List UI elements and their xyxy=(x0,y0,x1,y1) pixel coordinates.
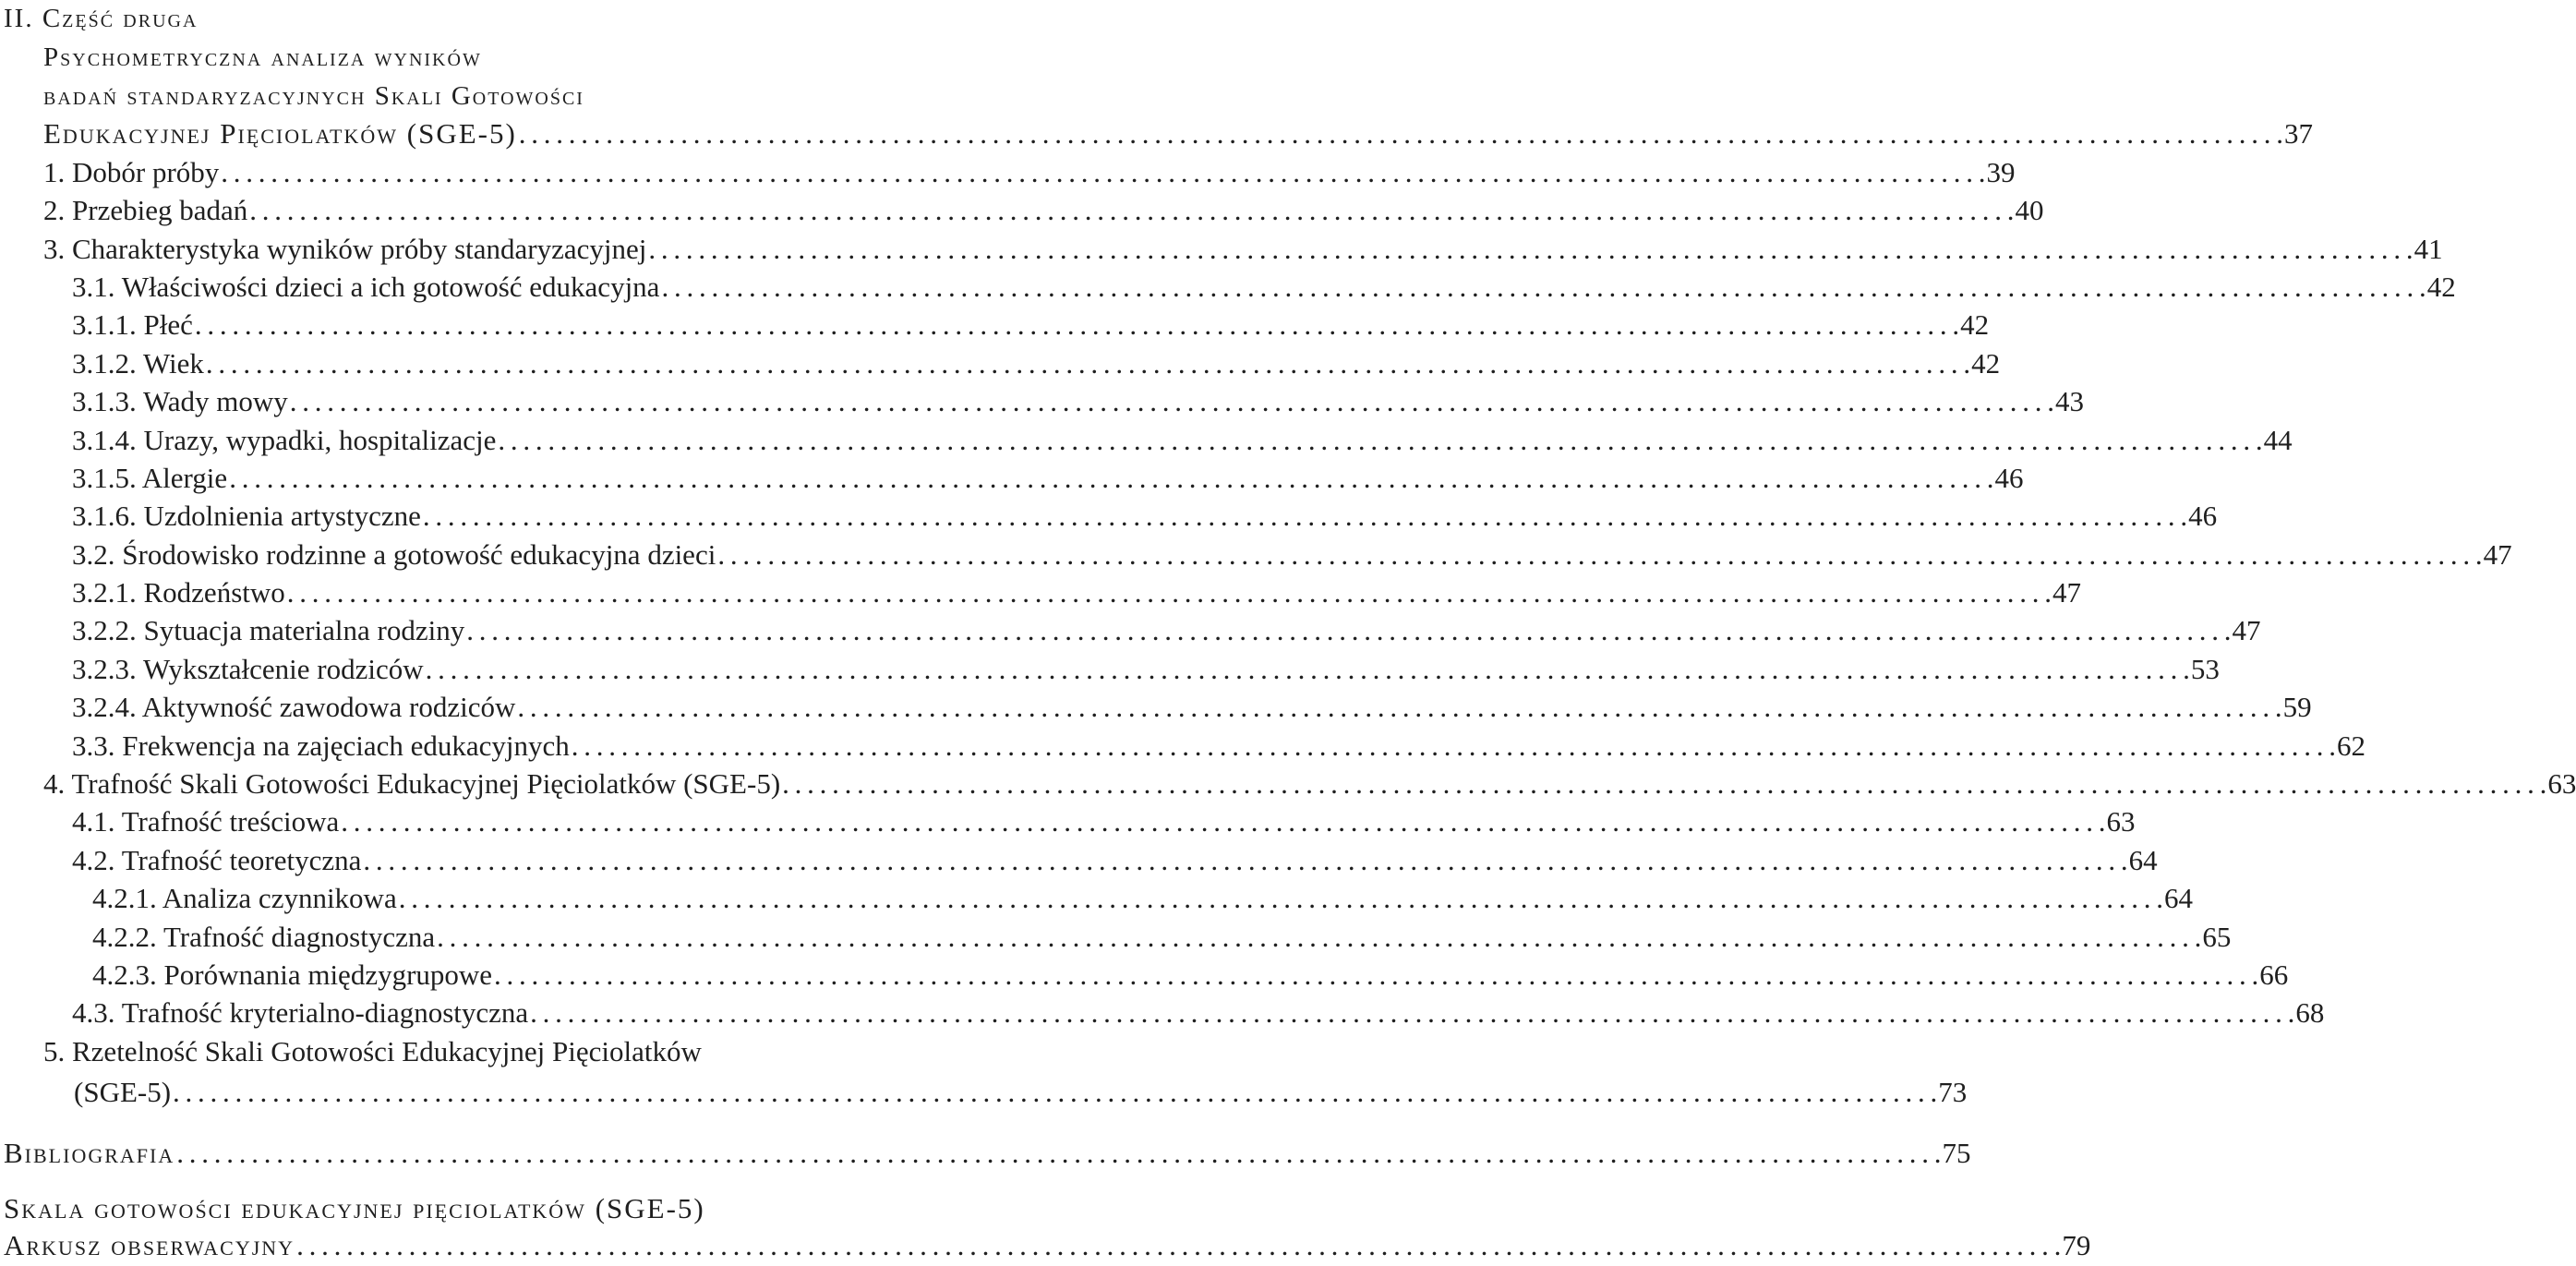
toc-leader xyxy=(173,1073,1936,1111)
toc-entry[interactable] xyxy=(0,956,2289,994)
toc-entry[interactable] xyxy=(0,536,2512,573)
toc-entry[interactable] xyxy=(0,268,2456,306)
toc-entry[interactable] xyxy=(0,688,2312,726)
toc-entry-title: 5. Rzetelność Skali Gotowości Edukacyjnej Pięciolatków xyxy=(43,1035,702,1067)
toc-entry-title: 2. Przebieg badań xyxy=(43,194,248,226)
toc-leader xyxy=(498,421,2261,459)
toc-entry-title: 3.3. Frekwencja na zajęciach edukacyjnych xyxy=(72,729,570,762)
toc-leader xyxy=(661,268,2425,306)
toc-entry-title: 4. Trafność Skali Gotowości Edukacyjnej Pięciolatków (SGE-5) xyxy=(43,767,781,800)
toc-entry[interactable] xyxy=(0,382,2084,420)
toc-entry[interactable] xyxy=(0,994,2325,1031)
toc-page-number: 53 xyxy=(2190,653,2220,685)
toc-entry[interactable] xyxy=(0,841,2158,879)
toc-page-number: 65 xyxy=(2202,921,2232,953)
toc-entry-title: 3.1.4. Urazy, wypadki, hospitalizacje xyxy=(72,424,497,456)
toc-page-number: 47 xyxy=(2052,576,2082,609)
toc-entry[interactable] xyxy=(0,727,2366,765)
toc-leader xyxy=(341,802,2104,840)
part-title-line2: badań standaryzacyjnych Skali Gotowości xyxy=(43,81,584,111)
toc-leader xyxy=(206,344,1969,382)
toc-entry[interactable] xyxy=(0,1189,885,1227)
toc-entry[interactable] xyxy=(0,1134,1971,1172)
toc-leader xyxy=(296,1226,2060,1264)
toc-leader xyxy=(176,1134,1940,1172)
toc-page-number: 42 xyxy=(1960,308,1990,341)
toc-leader xyxy=(572,727,2335,765)
toc-page-number: 59 xyxy=(2282,691,2312,723)
toc-page-number: 44 xyxy=(2263,424,2293,456)
toc-leader xyxy=(717,536,2481,573)
toc-entry[interactable] xyxy=(0,1226,2091,1264)
toc-entry[interactable] xyxy=(0,765,2576,802)
toc-page-number: 75 xyxy=(1942,1137,1971,1169)
toc-entry-title: 3.1. Właściwości dzieci a ich gotowość edukacyjna xyxy=(72,271,660,303)
toc-leader xyxy=(229,459,1992,497)
toc-entry-title: 3.2.1. Rodzeństwo xyxy=(72,576,285,609)
toc-page-number: 66 xyxy=(2259,959,2289,991)
toc-leader xyxy=(530,994,2293,1031)
toc-leader xyxy=(195,306,1958,344)
toc-entry-title: Skala gotowości edukacyjnej pięciolatków (SGE-5) xyxy=(4,1192,705,1224)
toc-entry[interactable] xyxy=(0,191,2044,229)
toc-leader xyxy=(249,191,2013,229)
toc-leader xyxy=(423,497,2186,535)
toc-entry[interactable] xyxy=(0,230,2443,268)
toc-entry-title: 3.2.3. Wykształcenie rodziców xyxy=(72,653,424,685)
toc-leader xyxy=(519,115,2282,152)
toc-leader xyxy=(287,573,2051,611)
toc-page-number: 46 xyxy=(1994,462,2024,494)
toc-page-number: 63 xyxy=(2547,767,2576,800)
toc-leader xyxy=(221,153,1984,191)
toc-leader xyxy=(466,611,2230,649)
toc-entry-title: 3.1.6. Uzdolnienia artystyczne xyxy=(72,500,421,532)
part-title-line1: Psychometryczna analiza wyników xyxy=(43,42,482,72)
toc-page-number: 73 xyxy=(1938,1076,1968,1108)
toc-entry[interactable] xyxy=(0,344,2001,382)
toc-page-number: 39 xyxy=(1986,156,2016,188)
toc-entry[interactable] xyxy=(0,306,1990,344)
toc-entry-title: 4.2.2. Trafność diagnostyczna xyxy=(92,921,436,953)
toc-entry-title: 4.1. Trafność treściowa xyxy=(72,805,340,838)
toc-entry-title: 3.2.4. Aktywność zawodowa rodziców xyxy=(72,691,516,723)
toc-page-number: 79 xyxy=(2062,1229,2091,1261)
toc-page-number: 37 xyxy=(2284,117,2314,150)
toc-page-number: 63 xyxy=(2106,805,2136,838)
toc-page-number: 47 xyxy=(2483,538,2512,571)
toc-page-number: 68 xyxy=(2295,996,2325,1029)
toc-leader xyxy=(494,956,2257,994)
toc-entry[interactable] xyxy=(0,879,2193,917)
toc-leader xyxy=(290,382,2053,420)
toc-entry-title: Arkusz obserwacyjny xyxy=(4,1229,295,1261)
toc-page-number: 41 xyxy=(2413,233,2443,265)
toc-entry-title: Bibliografia xyxy=(4,1137,175,1169)
toc-entry[interactable] xyxy=(0,650,2220,688)
toc-entry[interactable] xyxy=(0,918,2232,956)
toc-entry[interactable] xyxy=(0,611,2261,649)
toc-page-number: 62 xyxy=(2337,729,2366,762)
toc-entry-title: 4.2.3. Porównania międzygrupowe xyxy=(92,959,493,991)
toc-leader xyxy=(648,230,2412,268)
toc-entry[interactable] xyxy=(0,1032,925,1070)
toc-leader xyxy=(363,841,2126,879)
toc-leader xyxy=(782,765,2546,802)
toc-entry[interactable] xyxy=(0,421,2293,459)
toc-entry-title: 3. Charakterystyka wyników próby standaryzacyjnej xyxy=(43,233,647,265)
toc-entry[interactable] xyxy=(0,459,2024,497)
toc-entry-title: 3.2.2. Sytuacja materialna rodziny xyxy=(72,614,465,646)
toc-page-number: 40 xyxy=(2015,194,2044,226)
toc-entry[interactable] xyxy=(0,115,2314,152)
toc-entry-title: 1. Dobór próby xyxy=(43,156,220,188)
toc-entry-title: (SGE-5) xyxy=(74,1076,172,1108)
toc-entry-title: 4.3. Trafność kryterialno-diagnostyczna xyxy=(72,996,529,1029)
toc-entry[interactable] xyxy=(0,573,2082,611)
toc-leader xyxy=(426,650,2189,688)
toc-entry-title: 3.1.3. Wady mowy xyxy=(72,385,288,417)
toc-entry-title: Edukacyjnej Pięciolatków (SGE-5) xyxy=(43,117,517,150)
toc-page-number: 46 xyxy=(2188,500,2218,532)
toc-page-number: 42 xyxy=(2426,271,2456,303)
toc-entry-title: 4.2.1. Analiza czynnikowa xyxy=(92,882,397,914)
toc-entry-title: 3.1.2. Wiek xyxy=(72,347,204,380)
toc-entry[interactable] xyxy=(0,1073,1968,1111)
toc-page-number: 43 xyxy=(2054,385,2084,417)
toc-page-number: 42 xyxy=(1971,347,2001,380)
toc-entry[interactable] xyxy=(0,802,2136,840)
toc-entry-title: 3.1.1. Płeć xyxy=(72,308,193,341)
toc-entry-title: 3.2. Środowisko rodzinne a gotowość edukacyjna dzieci xyxy=(72,538,716,571)
toc-leader xyxy=(399,879,2162,917)
toc-entry[interactable] xyxy=(0,153,2016,191)
toc-entry-title: 4.2. Trafność teoretyczna xyxy=(72,844,362,876)
toc-leader xyxy=(517,688,2281,726)
toc-entry[interactable] xyxy=(0,497,2218,535)
toc-page-number: 64 xyxy=(2163,882,2193,914)
toc-entry-title: 3.1.5. Alergie xyxy=(72,462,228,494)
toc-page-number: 64 xyxy=(2128,844,2158,876)
toc-page-number: 47 xyxy=(2232,614,2261,646)
part-heading: II. Część druga xyxy=(4,4,199,33)
toc-leader xyxy=(437,918,2200,956)
